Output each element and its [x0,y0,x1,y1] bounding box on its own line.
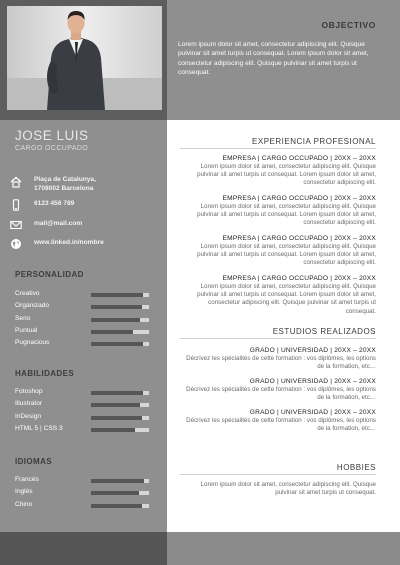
objetivo-title: OBJECTIVO [321,20,376,30]
email-address[interactable]: mail@mail.com [34,220,83,227]
skill-label: Illustrator [15,400,43,408]
habilidades-title: HABILIDADES [15,369,75,378]
estudios-title: ESTUDIOS REALIZADOS [272,327,376,336]
phone-icon [10,198,22,210]
entry-heading: GRADO | UNIVERSIDAD | 20XX – 20XX [249,378,376,385]
skill-bar-track [91,491,149,495]
address-line-1: Plaça de Catalunya, [34,176,96,183]
estudios-divider [180,338,376,339]
skill-bar-fill [91,305,142,309]
home-icon [10,175,22,187]
envelope-icon [10,218,22,230]
skill-bar-fill [91,330,133,334]
skill-row [15,327,150,337]
entry-description: Décrivez les spécialités de cette formation : vos diplômes, les options de la formation, etc… [186,355,376,371]
skill-row [15,488,150,498]
skill-row [15,425,150,435]
entry-description: Lorem ipsum dolor sit amet, consectetur adipiscing elit. Quisque pulvinar sit amet turpis ut consequat. Lorem ipsum dolor sit amet, consectetur adipiscing elit. [197,163,376,187]
entry-heading: GRADO | UNIVERSIDAD | 20XX – 20XX [249,409,376,416]
skill-row [15,413,150,423]
skill-bar-fill [91,293,143,297]
hobbies-text: Lorem ipsum dolor sit amet, consectetur adipiscing elit. Quisque pulvinar sit amet turpis ut consequat. [200,481,376,497]
globe-icon [10,237,22,249]
skill-bar-track [91,318,149,322]
hobbies-divider [180,474,376,475]
contact-phone [10,198,74,210]
skill-label: Serio [15,314,31,322]
skill-bar-track [91,416,149,420]
skill-row [15,501,150,511]
photo-frame [0,0,167,120]
education-entry [178,347,376,371]
experience-entry [178,155,376,188]
entry-description: Décrivez les spécialités de cette formation : vos diplômes, les options de la formation, etc… [186,386,376,402]
skill-label: Organizado [15,302,50,310]
experience-entry [178,195,376,228]
entry-description: Lorem ipsum dolor sit amet, consectetur adipiscing elit. Quisque pulvinar sit amet turpis ut consequat. Lorem ipsum dolor sit amet, consectetur adipiscing elit. [197,203,376,227]
personalidad-title: PERSONALIDAD [15,270,84,279]
skill-bar-fill [91,428,135,432]
skill-bar-fill [91,479,144,483]
skill-bar-track [91,403,149,407]
entry-heading: EMPRESA | CARGO OCCUPADO | 20XX – 20XX [222,155,376,162]
skill-label: Francés [15,476,39,483]
skill-row [15,302,150,312]
entry-heading: GRADO | UNIVERSIDAD | 20XX – 20XX [249,347,376,354]
skill-label: Puntual [15,326,38,334]
footer-band-dark [0,532,167,565]
profile-photo [7,6,162,110]
address-line-2: 1708002 Barcelona [34,185,94,192]
skill-row [15,339,150,349]
skill-bar-track [91,305,149,309]
skill-bar-fill [91,504,142,508]
skill-label: Pugnacious [15,339,50,347]
education-entry [178,378,376,402]
experiencia-title: EXPERIENCIA PROFESIONAL [252,137,376,146]
skill-bar-fill [91,342,143,346]
hobbies-title: HOBBIES [336,463,376,472]
skill-bar-fill [91,318,140,322]
person-role: CARGO OCCUPADO [15,145,89,152]
skill-row [15,315,150,325]
skill-bar-fill [91,403,140,407]
entry-description: Décrivez les spécialités de cette formation : vos diplômes, les options de la formation, etc… [186,417,376,433]
skill-row [15,400,150,410]
skill-bar-track [91,293,149,297]
contact-address [10,175,96,193]
skill-row [15,476,150,486]
skill-bar-track [91,428,149,432]
objetivo-text: Lorem ipsum dolor sit amet, consectetur adipiscing elit. Quisque pulvinar sit amet turpis ut consequat. Lorem ipsum dolor sit amet, consectetur adipiscing elit. Quisque pulvinar sit amet turpis ut consequat. [178,41,369,77]
skill-label: Inglés [15,488,33,496]
skill-row [15,388,150,398]
education-entry [178,409,376,433]
entry-heading: EMPRESA | CARGO OCCUPADO | 20XX – 20XX [222,195,376,202]
skill-bar-track [91,504,149,508]
skill-label: InDesign [15,412,42,420]
contact-web [10,237,104,249]
idiomas-title: IDIOMAS [15,457,53,466]
skill-bar-track [91,330,149,334]
person-name: JOSE LUIS [15,128,89,143]
skill-label: Chino [15,500,33,508]
skill-label: Creativo [15,290,40,297]
entry-description: Lorem ipsum dolor sit amet, consectetur adipiscing elit. Quisque pulvinar sit amet turpis ut consequat. Lorem ipsum dolor sit amet, consectetur adipiscing elit. Quisque pulvinar sit amet turpis ut consequat. [197,283,376,315]
experience-entry [178,235,376,268]
skill-label: Fotoshop [15,388,43,395]
entry-heading: EMPRESA | CARGO OCCUPADO | 20XX – 20XX [222,235,376,242]
skill-bar-fill [91,491,139,495]
skill-label: HTML 5 | CSS 3 [15,424,63,432]
web-link[interactable]: www.linked.in/nombre [34,239,104,246]
skill-bar-track [91,342,149,346]
experience-entry [178,275,376,316]
entry-heading: EMPRESA | CARGO OCCUPADO | 20XX – 20XX [222,275,376,282]
skill-row [15,290,150,300]
phone-number: 6123 456 789 [34,200,75,207]
experiencia-divider [180,148,376,149]
skill-bar-track [91,391,149,395]
skill-bar-fill [91,391,143,395]
skill-bar-fill [91,416,142,420]
skill-bar-track [91,479,149,483]
contact-email [10,218,82,230]
entry-description: Lorem ipsum dolor sit amet, consectetur adipiscing elit. Quisque pulvinar sit amet turpis ut consequat. Lorem ipsum dolor sit amet, consectetur adipiscing elit. [197,243,376,267]
